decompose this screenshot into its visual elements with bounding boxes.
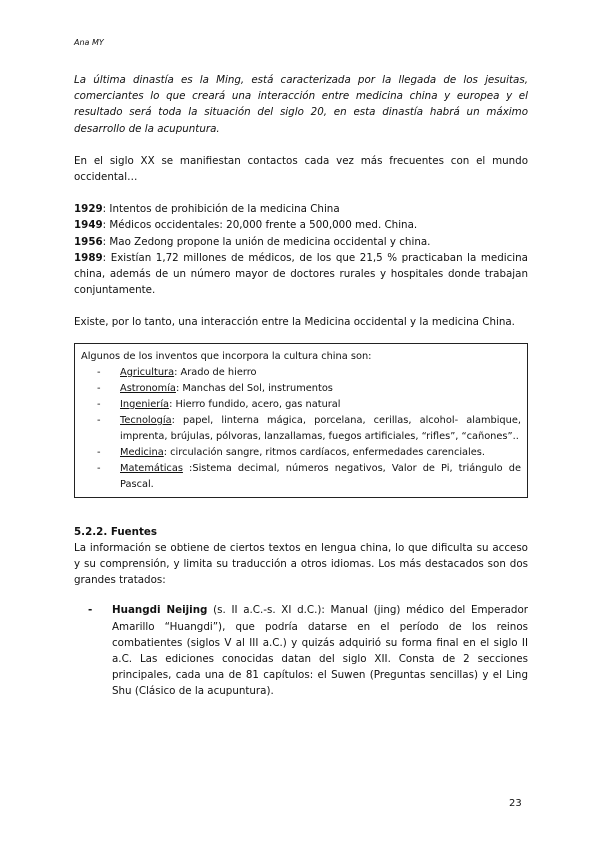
running-header: Ana MY [74,38,104,47]
invention-item [81,381,521,397]
timeline-entry [74,250,528,299]
timeline-year: 1989 [74,251,103,264]
timeline-list [74,201,528,298]
timeline-entry [74,234,528,250]
intro-paragraph: La última dinastía es la Ming, está caracterizada por la llegada de los jesuitas, comerciantes lo que creará una interacción entre medicina china y europea y el resultado será toda la situación del siglo 20, en esta dinastía habrá un máximo desarrollo de la acupuntura. [74,74,528,135]
inventions-intro: Algunos de los inventos que incorpora la cultura china son: [81,350,372,362]
invention-item [81,365,521,381]
timeline-year: 1956 [74,235,103,248]
section-title: 5.2.2. Fuentes [74,525,158,538]
timeline-text: : Médicos occidentales: 20,000 frente a 500,000 med. China. [102,219,418,232]
invention-desc: : circulación sangre, ritmos cardíacos, enfermedades carenciales. [163,446,486,458]
interaction-paragraph: Existe, por lo tanto, una interacción entre la Medicina occidental y la medicina China. [74,316,515,329]
list-dash: - [97,382,101,394]
list-dash: - [97,398,101,410]
invention-term: Astronomía [120,382,176,394]
invention-desc: : Manchas del Sol, instrumentos [175,382,333,394]
invention-term: Agricultura [120,366,175,378]
timeline-text: : Intentos de prohibición de la medicina China [102,203,340,216]
inventions-box [74,343,528,498]
timeline-year: 1929 [74,203,103,216]
list-dash: - [97,366,101,378]
page-body [74,72,528,700]
invention-desc: :Sistema decimal, números negativos, Valor de Pi, triángulo de Pascal. [120,462,521,490]
siglo-xx-paragraph: En el siglo XX se manifiestan contactos cada vez más frecuentes con el mundo occidental… [74,154,528,184]
invention-item [81,445,521,461]
section-paragraph: La información se obtiene de ciertos textos en lengua china, lo que dificulta su acceso y su comprensión, y limita su traducción a otros idiomas. Los más destacados son dos grandes tratados: [74,541,528,587]
invention-item [81,461,521,493]
invention-term: Medicina [120,446,164,458]
timeline-entry [74,217,528,233]
list-dash: - [97,462,101,474]
page-number: 23 [509,798,522,809]
source-bullet [74,602,528,699]
timeline-text: : Mao Zedong propone la unión de medicina occidental y china. [102,235,431,248]
inventions-list [81,365,521,493]
list-dash: - [97,446,101,458]
bullet-dash: - [88,604,93,617]
invention-item [81,397,521,413]
source-text: (s. II a.C.-s. XI d.C.): Manual (jing) médico del Emperador Amarillo “Huangdi”), que podría datarse en el período de los reinos combatientes (siglos V al III a.C.) y quizás adquirió su forma final en el siglo II a.C. Las ediciones conocidas datan del siglo XII. Consta de 2 secciones principales, cada una de 81 capítulos: el Suwen (Preguntas sencillas) y el Ling Shu (Clásico de la acupuntura). [112,604,528,698]
invention-term: Matemáticas [120,462,183,474]
timeline-text: : Existían 1,72 millones de médicos, de los que 21,5 % practicaban la medicina china, además de un número mayor de doctores rurales y hospitales donde trabajan conjuntamente. [74,251,528,297]
invention-desc: : papel, linterna mágica, porcelana, cerillas, alcohol- alambique, imprenta, brújulas, pólvoras, lanzallamas, fuegos artificiales, “rifles”, “cañones”.. [120,414,521,442]
invention-desc: : Hierro fundido, acero, gas natural [169,398,341,410]
source-title: Huangdi Neijing [112,604,208,617]
invention-term: Tecnología [120,414,172,426]
timeline-year: 1949 [74,219,103,232]
invention-term: Ingeniería [120,398,170,410]
invention-desc: : Arado de hierro [174,366,257,378]
timeline-entry [74,201,528,217]
invention-item [81,413,521,445]
list-dash: - [97,414,101,426]
